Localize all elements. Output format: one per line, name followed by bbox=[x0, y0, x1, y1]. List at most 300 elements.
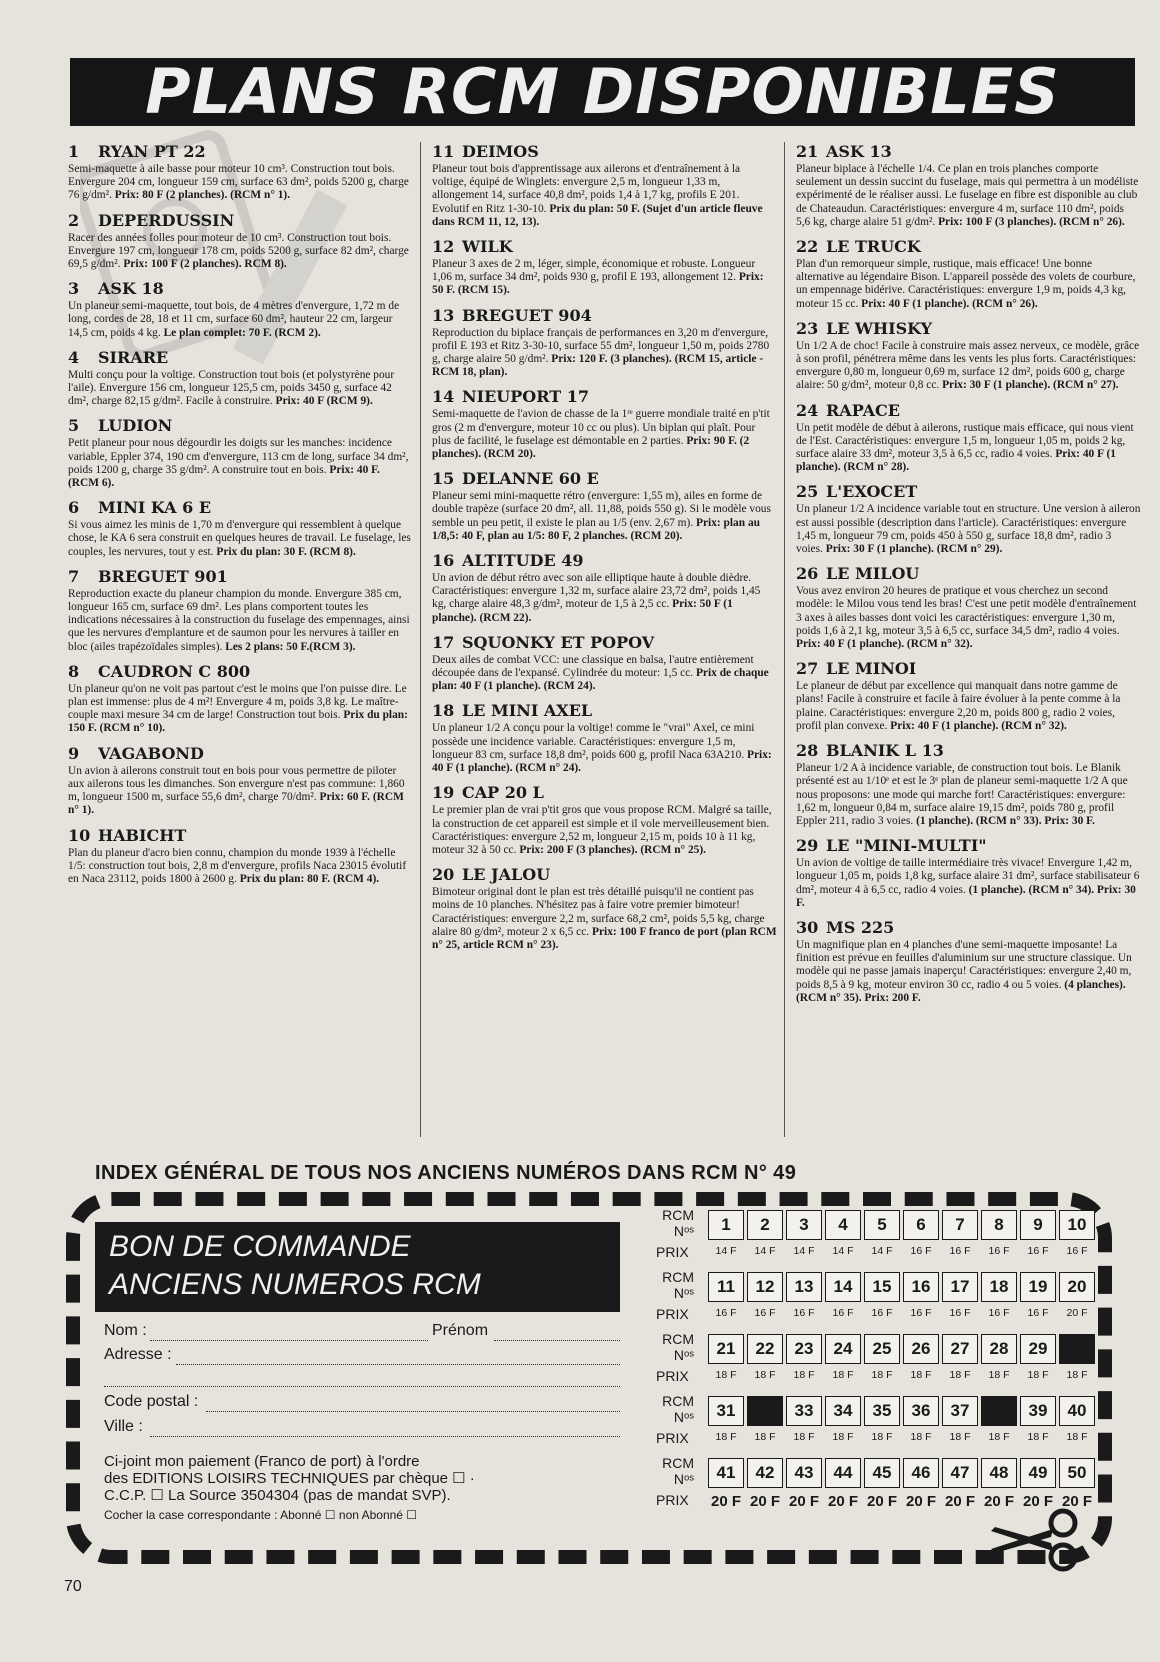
plan-text: Racer des années folles pour moteur de 10 cm³. Construction tout bois. Envergure 197 cm, longueur 178 cm, poids 5200 g, surface 82 dm², charge 69,5 g/dm². bbox=[68, 231, 409, 271]
issue-cell[interactable]: 31 bbox=[708, 1396, 744, 1426]
plan-entry bbox=[796, 142, 1141, 229]
plan-heading bbox=[432, 783, 777, 802]
issue-cell[interactable]: 50 bbox=[1059, 1458, 1095, 1488]
nos-label: Nᵒˢ bbox=[673, 1471, 694, 1487]
plan-description bbox=[68, 683, 413, 736]
issue-cell[interactable]: 42 bbox=[747, 1458, 783, 1488]
plan-description bbox=[432, 163, 777, 229]
plan-entry bbox=[796, 482, 1141, 556]
issue-price: 16 F bbox=[988, 1307, 1010, 1319]
plan-heading bbox=[796, 659, 1141, 678]
plan-text: Semi-maquette à aile basse pour moteur 10 cm³. Construction tout bois. Envergure 204 cm, longueur 159 cm, surface 63 dm², poids 5200 g, charge 76 g/dm². bbox=[68, 163, 409, 202]
plan-heading bbox=[796, 482, 1141, 501]
plan-description bbox=[796, 503, 1141, 556]
plan-description bbox=[68, 437, 413, 490]
plan-heading bbox=[432, 469, 777, 488]
plan-price: Les 2 plans: 50 F.(RCM 3). bbox=[225, 640, 356, 653]
issue-price: 18 F bbox=[871, 1431, 893, 1443]
plan-text: Un avion de début rétro avec son aile elliptique haute à double dièdre. Caractéristiques: envergure 1,32 m, surface alaire 23,72 dm², poids 1,45 kg, charge alaire 48,3 g/dm², moteur de 1,5 à 2,5 cc. bbox=[432, 572, 761, 611]
plan-text: Bimoteur original dont le plan est très détaillé puisqu'il ne contient pas moins de 10 planches. N'hésitez pas à faire votre premier bimoteur! Caractéristiques: envergure 2,2 m, surface 68,2 cm², poids 5,5 kg, charge alaire 80 g/dm², moteur 2 x 6,5 cc. bbox=[432, 886, 765, 938]
plan-number: 28 bbox=[796, 741, 819, 761]
plan-heading bbox=[68, 348, 413, 367]
unavailable-issue-cell bbox=[747, 1396, 783, 1426]
issue-cell[interactable]: 18 bbox=[981, 1272, 1017, 1302]
plan-entry bbox=[68, 348, 413, 409]
plan-entry bbox=[432, 783, 777, 857]
rcm-label: RCM bbox=[662, 1207, 694, 1223]
plan-text: Semi-maquette de l'avion de chasse de la 1ʳᵉ guerre mondiale traité en p'tit gros (2 m d'envergure, moteur 10 cc ou plus). Un biplan qui plaît. Pour plus de facilité, le fuselage est démontable en 2 parties. bbox=[432, 408, 770, 447]
issue-price: 20 F bbox=[1061, 1493, 1092, 1510]
plan-price: Prix: 100 F franco de port (plan RCM n° 25, article RCM n° 23). bbox=[432, 925, 777, 951]
plan-heading bbox=[432, 306, 777, 325]
issue-price: 18 F bbox=[1027, 1369, 1049, 1381]
plan-text: Un planeur 1/2 A conçu pour la voltige! comme le "vrai" Axel, ce mini possède une incidence variable. Caractéristiques: envergure 1,5 m, longueur 83 cm, surface 18,8 dm², poids 600 g, profil Naca 63A210. bbox=[432, 722, 755, 761]
issue-cell[interactable]: 41 bbox=[708, 1458, 744, 1488]
plan-heading bbox=[68, 498, 413, 517]
prix-label: PRIX bbox=[656, 1430, 689, 1446]
issue-price: 18 F bbox=[754, 1431, 776, 1443]
plan-price: Prix de chaque plan: 40 F (1 planche). (RCM 24). bbox=[432, 667, 769, 693]
plan-name: ALTITUDE 49 bbox=[462, 551, 584, 571]
prix-label: PRIX bbox=[656, 1368, 689, 1384]
plan-entry bbox=[432, 701, 777, 775]
plan-heading bbox=[796, 564, 1141, 583]
issue-price: 16 F bbox=[949, 1245, 971, 1257]
prenom-field[interactable] bbox=[494, 1340, 620, 1341]
issue-price: 20 F bbox=[1066, 1307, 1088, 1319]
plan-heading bbox=[68, 142, 413, 161]
plan-text: Planeur tout bois d'apprentissage aux ailerons et d'entraînement à la voltige, équipé de Winglets: envergure 2,5 m, longueur 1,33 m, allongement 14, surface 40,8 dm², poids 1,4 à 1,7 kg, profils E 201. Evolutif en Ritz 1-30-10. bbox=[432, 163, 741, 215]
plan-number: 11 bbox=[432, 142, 455, 161]
issue-price: 16 F bbox=[754, 1307, 776, 1319]
issue-cell[interactable]: 19 bbox=[1020, 1272, 1056, 1302]
issue-cell[interactable]: 15 bbox=[864, 1272, 900, 1302]
plan-entry bbox=[432, 469, 777, 543]
prix-label: PRIX bbox=[656, 1306, 689, 1322]
plan-description bbox=[796, 422, 1141, 475]
plan-entry bbox=[796, 836, 1141, 910]
issue-cell[interactable]: 8 bbox=[981, 1210, 1017, 1240]
rcm-label: RCM bbox=[662, 1269, 694, 1285]
plan-heading bbox=[796, 237, 1141, 256]
plan-price: Prix: 40 F (1 planche). (RCM n° 28). bbox=[796, 448, 1116, 474]
plan-price: Prix du plan: 50 F. (Sujet d'un article fleuve dans RCM 11, 12, 13). bbox=[432, 202, 763, 228]
plan-text: Plan d'un remorqueur simple, rustique, mais efficace! Une bonne alternative au légendaire Bison. L'appareil possède des volets de courbure, un empennage bidérive. Caractéristiques: envergure 1,9 m, poids 4,3 kg, moteur 15 cc. bbox=[796, 258, 1136, 310]
issue-cell[interactable]: 20 bbox=[1059, 1272, 1095, 1302]
plan-text: Vous avez environ 20 heures de pratique et vous cherchez un second modèle: le Milou vous tend les bras! C'est une petit modèle d'entraînement 3 axes à ailes basses dont voici les caractéristiques: envergure 1,30 m, poids 1,6 à 2,1 kg, moteur 3,5 à 6,5 cc, surface 34,5 dm², radio 4 voies. bbox=[796, 585, 1137, 637]
plan-heading bbox=[68, 279, 413, 298]
plan-description bbox=[68, 765, 413, 818]
issue-cell[interactable]: 3 bbox=[786, 1210, 822, 1240]
issue-price: 18 F bbox=[832, 1369, 854, 1381]
plan-price: Prix: 40 F. (RCM 6). bbox=[68, 463, 380, 490]
issue-price: 16 F bbox=[910, 1245, 932, 1257]
plan-number: 22 bbox=[796, 237, 819, 257]
issue-cell[interactable]: 35 bbox=[864, 1396, 900, 1426]
issue-cell[interactable]: 5 bbox=[864, 1210, 900, 1240]
issue-cell[interactable]: 34 bbox=[825, 1396, 861, 1426]
plan-name: LE MINOI bbox=[826, 659, 917, 679]
plan-number: 12 bbox=[432, 237, 455, 257]
plan-number: 6 bbox=[68, 498, 80, 518]
plan-description bbox=[796, 258, 1141, 311]
plan-heading bbox=[432, 865, 777, 884]
plan-price: Prix: 50 F (1 planche). (RCM 22). bbox=[432, 598, 733, 624]
plan-price: Prix: 40 F (1 planche). (RCM n° 32). bbox=[796, 638, 973, 651]
plan-heading bbox=[432, 633, 777, 652]
plan-price: Prix: 40 F (1 planche). (RCM n° 24). bbox=[432, 748, 772, 775]
page-title: PLANS RCM DISPONIBLES bbox=[70, 58, 1135, 126]
nos-label: Nᵒˢ bbox=[673, 1347, 694, 1363]
issue-cell[interactable]: 36 bbox=[903, 1396, 939, 1426]
plan-number: 10 bbox=[68, 825, 91, 845]
plan-text: Un magnifique plan en 4 planches d'une semi-maquette imposante! La finition est prévue en feuilles d'aluminium sur une structure classique. Un modèle qui ne passe jamais inaperçu! Caractéristiques: envergure 2,40 m, poids 8,5 à 9 kg, moteur environ 30 cc, radio 4 ou 5 voies. bbox=[796, 938, 1132, 991]
plan-heading bbox=[796, 319, 1141, 338]
prix-label: PRIX bbox=[656, 1244, 689, 1260]
issue-cell[interactable]: 22 bbox=[747, 1334, 783, 1364]
plan-name: LUDION bbox=[98, 416, 173, 436]
issue-price: 18 F bbox=[1066, 1369, 1088, 1381]
plan-name: LE MINI AXEL bbox=[462, 701, 593, 721]
plan-heading bbox=[432, 551, 777, 570]
plan-price: Prix: plan au 1/8,5: 40 F, plan au 1/5: 80 F, 2 planches. (RCM 20). bbox=[432, 516, 760, 542]
plan-number: 21 bbox=[796, 142, 819, 161]
plan-name: WILK bbox=[462, 237, 513, 257]
issue-price: 16 F bbox=[1027, 1245, 1049, 1257]
plan-price: Prix du plan: 30 F. (RCM 8). bbox=[216, 545, 356, 558]
plan-entry bbox=[796, 401, 1141, 475]
issue-price: 18 F bbox=[715, 1431, 737, 1443]
plan-name: ASK 18 bbox=[98, 279, 164, 299]
plan-description bbox=[432, 408, 777, 461]
issue-price: 20 F bbox=[905, 1493, 936, 1510]
plan-name: LE JALOU bbox=[462, 865, 551, 885]
plan-text: Reproduction exacte du planeur champion du monde. Envergure 385 cm, longueur 165 cm, surface 69 dm². Les plans comportent toutes les indications nécessaires à la construction du fuselage des empennages, ainsi que les nervures d'emplanture et de saumon pour les nervures à tailler en bloc (ailes trapézoïdales simples). bbox=[68, 587, 410, 653]
issue-cell[interactable]: 37 bbox=[942, 1396, 978, 1426]
plan-description bbox=[68, 519, 413, 559]
plan-price: (1 planche). (RCM n° 34). Prix: 30 F. bbox=[796, 883, 1136, 909]
plan-entry bbox=[68, 826, 413, 887]
plan-entry bbox=[432, 551, 777, 625]
plan-text: Reproduction du biplace français de performances en 3,20 m d'envergure, profil E 193 et Ritz 3-30-10, surface 55 dm², longueur 1,50 m, poids 2780 g, charge alaire 50 g/dm². bbox=[432, 326, 770, 366]
plan-entry bbox=[796, 741, 1141, 828]
issue-price: 18 F bbox=[1027, 1431, 1049, 1443]
issue-cell[interactable]: 14 bbox=[825, 1272, 861, 1302]
plan-name: LE WHISKY bbox=[826, 318, 933, 338]
plan-description bbox=[432, 258, 777, 298]
plan-name: HABICHT bbox=[98, 825, 187, 845]
issue-price: 16 F bbox=[871, 1307, 893, 1319]
plan-heading bbox=[796, 836, 1141, 855]
issue-price: 20 F bbox=[866, 1493, 897, 1510]
issue-cell[interactable]: 46 bbox=[903, 1458, 939, 1488]
issue-price: 16 F bbox=[1027, 1307, 1049, 1319]
issue-price: 18 F bbox=[910, 1431, 932, 1443]
plan-price: Prix: 40 F (1 planche). (RCM n° 26). bbox=[861, 297, 1038, 310]
plan-heading bbox=[796, 918, 1141, 937]
plan-description bbox=[796, 680, 1141, 733]
issue-cell[interactable]: 12 bbox=[747, 1272, 783, 1302]
issue-price: 20 F bbox=[749, 1493, 780, 1510]
issue-price: 20 F bbox=[983, 1493, 1014, 1510]
order-form-title-line1: BON DE COMMANDE bbox=[109, 1230, 411, 1263]
plan-entry bbox=[68, 211, 413, 272]
plan-heading bbox=[432, 237, 777, 256]
plan-description bbox=[432, 886, 777, 952]
prix-label: PRIX bbox=[656, 1492, 689, 1508]
plan-heading bbox=[432, 387, 777, 406]
issue-price: 14 F bbox=[715, 1245, 737, 1257]
plan-heading bbox=[796, 741, 1141, 760]
plan-price: Prix: 80 F (2 planches). (RCM n° 1). bbox=[114, 189, 291, 202]
plan-number: 18 bbox=[432, 701, 455, 721]
issue-cell[interactable]: 11 bbox=[708, 1272, 744, 1302]
issue-cell[interactable]: 21 bbox=[708, 1334, 744, 1364]
issue-price: 20 F bbox=[1022, 1493, 1053, 1510]
plan-price: (1 planche). (RCM n° 33). Prix: 30 F. bbox=[916, 814, 1095, 827]
plan-number: 5 bbox=[68, 416, 80, 436]
plan-price: Prix: 100 F (2 planches). RCM 8). bbox=[123, 258, 287, 271]
plan-number: 17 bbox=[432, 632, 455, 652]
plan-name: BREGUET 901 bbox=[98, 566, 228, 586]
adresse-field[interactable] bbox=[176, 1364, 620, 1365]
plan-number: 30 bbox=[796, 917, 819, 937]
plan-description bbox=[432, 572, 777, 625]
plan-description bbox=[796, 762, 1141, 828]
column-divider bbox=[784, 142, 785, 1137]
issue-cell[interactable]: 16 bbox=[903, 1272, 939, 1302]
plan-name: SIRARE bbox=[98, 347, 169, 367]
scissors-icon bbox=[985, 1505, 1085, 1575]
plan-text: Planeur 3 axes de 2 m, léger, simple, économique et robuste. Longueur 1,06 m, surface 34 dm², poids 930 g, profil E 193, allongement 12. bbox=[432, 258, 756, 284]
issue-cell[interactable]: 28 bbox=[981, 1334, 1017, 1364]
issue-price: 18 F bbox=[715, 1369, 737, 1381]
plan-entry bbox=[432, 633, 777, 694]
plan-heading bbox=[68, 826, 413, 845]
payment-line: Ci-joint mon paiement (Franco de port) à l'ordre bbox=[104, 1453, 420, 1470]
plan-heading bbox=[68, 662, 413, 681]
plan-description bbox=[432, 722, 777, 775]
plan-heading bbox=[68, 567, 413, 586]
plan-price: Prix: 30 F (1 planche). (RCM n° 27). bbox=[942, 379, 1119, 392]
issue-cell[interactable]: 13 bbox=[786, 1272, 822, 1302]
issue-cell[interactable]: 44 bbox=[825, 1458, 861, 1488]
plan-description bbox=[796, 585, 1141, 651]
column-divider bbox=[420, 142, 421, 1137]
plan-name: L'EXOCET bbox=[826, 482, 918, 502]
plan-name: BREGUET 904 bbox=[462, 305, 592, 325]
order-form-title-line2: ANCIENS NUMEROS RCM bbox=[109, 1268, 481, 1301]
issue-price: 18 F bbox=[988, 1369, 1010, 1381]
plan-text: Un avion de voltige de taille intermédiaire très vivace! Envergure 1,42 m, longueur 1,05 m, poids 1,8 kg, surface alaire 31 dm², surface stabilisateur 6 dm², moteur 4 à 6,5 cc, radio 4 voies. bbox=[796, 857, 1140, 896]
plan-entry bbox=[68, 567, 413, 654]
issue-cell[interactable]: 4 bbox=[825, 1210, 861, 1240]
plan-description bbox=[432, 804, 777, 857]
issue-price: 18 F bbox=[793, 1369, 815, 1381]
issue-price: 16 F bbox=[715, 1307, 737, 1319]
code-postal-field[interactable] bbox=[206, 1411, 620, 1412]
issue-price: 20 F bbox=[827, 1493, 858, 1510]
plan-entry bbox=[796, 659, 1141, 733]
plan-heading bbox=[68, 416, 413, 435]
plan-number: 24 bbox=[796, 400, 819, 420]
payment-note bbox=[104, 1453, 524, 1504]
issue-cell[interactable]: 45 bbox=[864, 1458, 900, 1488]
nom-label: Nom : bbox=[104, 1322, 147, 1339]
issue-price: 16 F bbox=[910, 1307, 932, 1319]
issue-cell[interactable]: 24 bbox=[825, 1334, 861, 1364]
plan-text: Si vous aimez les minis de 1,70 m d'envergure qui ressemblent à quelque chose, le KA 6 sera construit en quelques heures de travail. Le fuselage, les couples, les nervures, tout y est. bbox=[68, 519, 411, 558]
issue-cell[interactable]: 23 bbox=[786, 1334, 822, 1364]
plan-number: 19 bbox=[432, 783, 455, 803]
plan-text: Petit planeur pour nous dégourdir les doigts sur les manches: incidence variable, Eppler 374, 190 cm d'envergure, 113 cm de long, surface 34 dm², poids 1200 g, charge 35 g/dm². A construire tout en bois. bbox=[68, 437, 409, 476]
ville-field[interactable] bbox=[150, 1436, 620, 1437]
plan-entry bbox=[432, 142, 777, 229]
plan-name: RYAN PT 22 bbox=[98, 142, 206, 161]
plan-description bbox=[68, 588, 413, 654]
plan-number: 15 bbox=[432, 469, 455, 489]
issue-cell[interactable]: 25 bbox=[864, 1334, 900, 1364]
plan-description bbox=[68, 369, 413, 409]
plan-entry bbox=[68, 279, 413, 340]
plan-price: Prix: 60 F. (RCM n° 1). bbox=[68, 791, 404, 817]
issue-cell[interactable]: 43 bbox=[786, 1458, 822, 1488]
plan-price: Prix: 200 F (3 planches). (RCM n° 25). bbox=[519, 843, 706, 856]
issue-price: 18 F bbox=[910, 1369, 932, 1381]
adresse-label: Adresse : bbox=[104, 1346, 172, 1363]
plan-number: 16 bbox=[432, 551, 455, 571]
issue-price: 16 F bbox=[949, 1307, 971, 1319]
issue-cell[interactable]: 10 bbox=[1059, 1210, 1095, 1240]
issue-price: 20 F bbox=[944, 1493, 975, 1510]
payment-line[interactable]: des EDITIONS LOISIRS TECHNIQUES par chèque ☐ · bbox=[104, 1470, 475, 1487]
plan-entry bbox=[432, 306, 777, 380]
plan-description bbox=[796, 340, 1141, 393]
plan-description bbox=[796, 939, 1141, 1005]
issue-price: 18 F bbox=[832, 1431, 854, 1443]
plan-price: Prix du plan: 80 F. (RCM 4). bbox=[239, 872, 380, 885]
code-postal-label: Code postal : bbox=[104, 1393, 199, 1410]
plan-name: MINI KA 6 E bbox=[98, 498, 212, 518]
plan-text: Un planeur qu'on ne voit pas partout c'est le moins que l'on puisse dire. Le plan est immense: plus de 4 m²! Envergure 4 m, poids 3,8 kg. Le maître-couple maxi mesure 34 cm de large! Construction tout bois. bbox=[68, 682, 407, 722]
ville-label: Ville : bbox=[104, 1418, 143, 1435]
plan-name: LE MILOU bbox=[826, 564, 920, 584]
plan-price: Prix: 100 F (3 planches). (RCM n° 26). bbox=[938, 215, 1125, 228]
plan-text: Le planeur de début par excellence qui manquait dans notre gamme de plans! Facile à construire et facile à faire évoluer à la pente comme à la plaine. Caractéristiques: envergure 2,20 m, poids 800 g, radio 2 voies, profil plan convexe. bbox=[796, 680, 1121, 732]
plan-text: Un petit modèle de début à ailerons, rustique mais efficace, qui nous vient de l'Est. Caractéristiques: envergure 1,5 m, longueur 1,05 m, poids 2 kg, surface alaire 33 dm², moteur 3,5 à 6,5 cc, radio 4 voies. bbox=[796, 421, 1134, 461]
plan-name: NIEUPORT 17 bbox=[462, 387, 589, 407]
plan-name: CAP 20 L bbox=[462, 783, 544, 803]
issue-price: 18 F bbox=[754, 1369, 776, 1381]
rcm-label: RCM bbox=[662, 1331, 694, 1347]
issue-cell[interactable]: 33 bbox=[786, 1396, 822, 1426]
page-number: 70 bbox=[64, 1578, 82, 1595]
plan-name: LE TRUCK bbox=[826, 237, 921, 257]
issue-cell[interactable]: 9 bbox=[1020, 1210, 1056, 1240]
plans-column-2 bbox=[432, 142, 777, 960]
plan-description bbox=[432, 654, 777, 694]
issue-cell[interactable]: 29 bbox=[1020, 1334, 1056, 1364]
plan-heading bbox=[796, 142, 1141, 161]
issue-cell[interactable]: 47 bbox=[942, 1458, 978, 1488]
payment-line[interactable]: C.C.P. ☐ La Source 3504304 (pas de mandat SVP). bbox=[104, 1487, 451, 1504]
issue-cell[interactable]: 26 bbox=[903, 1334, 939, 1364]
issue-price: 16 F bbox=[832, 1307, 854, 1319]
plan-text: Planeur biplace à l'échelle 1/4. Ce plan en trois planches comporte seulement un dessin succint du fuselage, mais qui permettra à un modéliste expérimenté de le réaliser aussi. Le fuselage en fibre est disponible au club de Chateaudun. Caractéristiques: envergure 4 m, surface 110 dm², poids 5,6 kg, charge alaire 51 g/dm². bbox=[796, 163, 1139, 228]
plan-description bbox=[68, 232, 413, 272]
issue-price: 18 F bbox=[949, 1431, 971, 1443]
nos-label: Nᵒˢ bbox=[673, 1285, 694, 1301]
plan-number: 8 bbox=[68, 661, 80, 681]
plan-number: 29 bbox=[796, 836, 819, 856]
plan-text: Un planeur semi-maquette, tout bois, de 4 mètres d'envergure, 1,72 m de long, cordes de 28, 18 et 11 cm, surface 60 dm², hauteur 22 cm, largeur 14,5 cm, poids 4 kg. bbox=[68, 300, 400, 339]
issue-cell[interactable]: 6 bbox=[903, 1210, 939, 1240]
plan-text: Deux ailes de combat VCC: une classique en balsa, l'autre entièrement découpée dans de l'expansé. Cylindrée du moteur: 1,5 cc. bbox=[432, 653, 754, 680]
plan-number: 26 bbox=[796, 564, 819, 584]
plan-price: Prix: 50 F. (RCM 15). bbox=[432, 271, 764, 297]
plan-entry bbox=[432, 237, 777, 298]
plan-number: 13 bbox=[432, 305, 455, 325]
rcm-label: RCM bbox=[662, 1455, 694, 1471]
prenom-label: Prénom bbox=[432, 1322, 489, 1339]
plan-description bbox=[432, 327, 777, 380]
plan-heading bbox=[796, 401, 1141, 420]
plan-text: Planeur 1/2 A à incidence variable, de construction tout bois. Le Blanik présenté est au 1/10ᵉ et est le 3ᵉ plan de planeur semi-maquette 1/2 A que nous proposons: une mode qui marche fort! Caractéristiques: envergure: 1,62 m, longueur 0,84 m, surface alaire 19,15 dm², poids 780 g, profil Eppler 211, radio 3 voies. bbox=[796, 762, 1128, 827]
issue-cell[interactable]: 48 bbox=[981, 1458, 1017, 1488]
plan-price: Prix: 90 F. (2 planches). (RCM 20). bbox=[432, 434, 750, 461]
plan-number: 7 bbox=[68, 566, 80, 586]
plan-description bbox=[796, 163, 1141, 229]
plan-heading bbox=[432, 701, 777, 720]
issue-price: 18 F bbox=[988, 1431, 1010, 1443]
issue-cell[interactable]: 2 bbox=[747, 1210, 783, 1240]
plan-name: SQUONKY ET POPOV bbox=[462, 632, 655, 652]
nom-field[interactable] bbox=[150, 1340, 428, 1341]
plan-number: 4 bbox=[68, 347, 80, 367]
order-form-title bbox=[95, 1222, 620, 1312]
plan-entry bbox=[68, 142, 413, 203]
plan-name: CAUDRON C 800 bbox=[98, 661, 251, 681]
issue-cell[interactable]: 27 bbox=[942, 1334, 978, 1364]
issue-price: 18 F bbox=[793, 1431, 815, 1443]
plan-description bbox=[432, 490, 777, 543]
issue-cell[interactable]: 49 bbox=[1020, 1458, 1056, 1488]
subscriber-checkboxes[interactable]: Cocher la case correspondante : Abonné ☐ non Abonné ☐ bbox=[104, 1508, 418, 1522]
plan-entry bbox=[68, 498, 413, 559]
plan-description bbox=[68, 163, 413, 203]
plan-name: DEPERDUSSIN bbox=[98, 210, 235, 230]
issue-cell[interactable]: 1 bbox=[708, 1210, 744, 1240]
issue-cell[interactable]: 7 bbox=[942, 1210, 978, 1240]
issue-price: 18 F bbox=[949, 1369, 971, 1381]
nos-label: Nᵒˢ bbox=[673, 1223, 694, 1239]
plan-price: Prix: 30 F (1 planche). (RCM n° 29). bbox=[825, 543, 1003, 556]
adresse-field-line2[interactable] bbox=[104, 1386, 620, 1387]
issue-cell[interactable]: 17 bbox=[942, 1272, 978, 1302]
plan-heading bbox=[68, 211, 413, 230]
rcm-label: RCM bbox=[662, 1393, 694, 1409]
plan-number: 23 bbox=[796, 318, 819, 338]
issue-cell[interactable]: 39 bbox=[1020, 1396, 1056, 1426]
plan-description bbox=[796, 857, 1141, 910]
plan-number: 1 bbox=[68, 142, 80, 161]
plan-entry bbox=[796, 237, 1141, 311]
unavailable-issue-cell bbox=[981, 1396, 1017, 1426]
plan-number: 2 bbox=[68, 210, 80, 230]
plan-name: RAPACE bbox=[826, 400, 900, 420]
plan-name: DELANNE 60 E bbox=[462, 469, 599, 489]
issue-cell[interactable]: 40 bbox=[1059, 1396, 1095, 1426]
